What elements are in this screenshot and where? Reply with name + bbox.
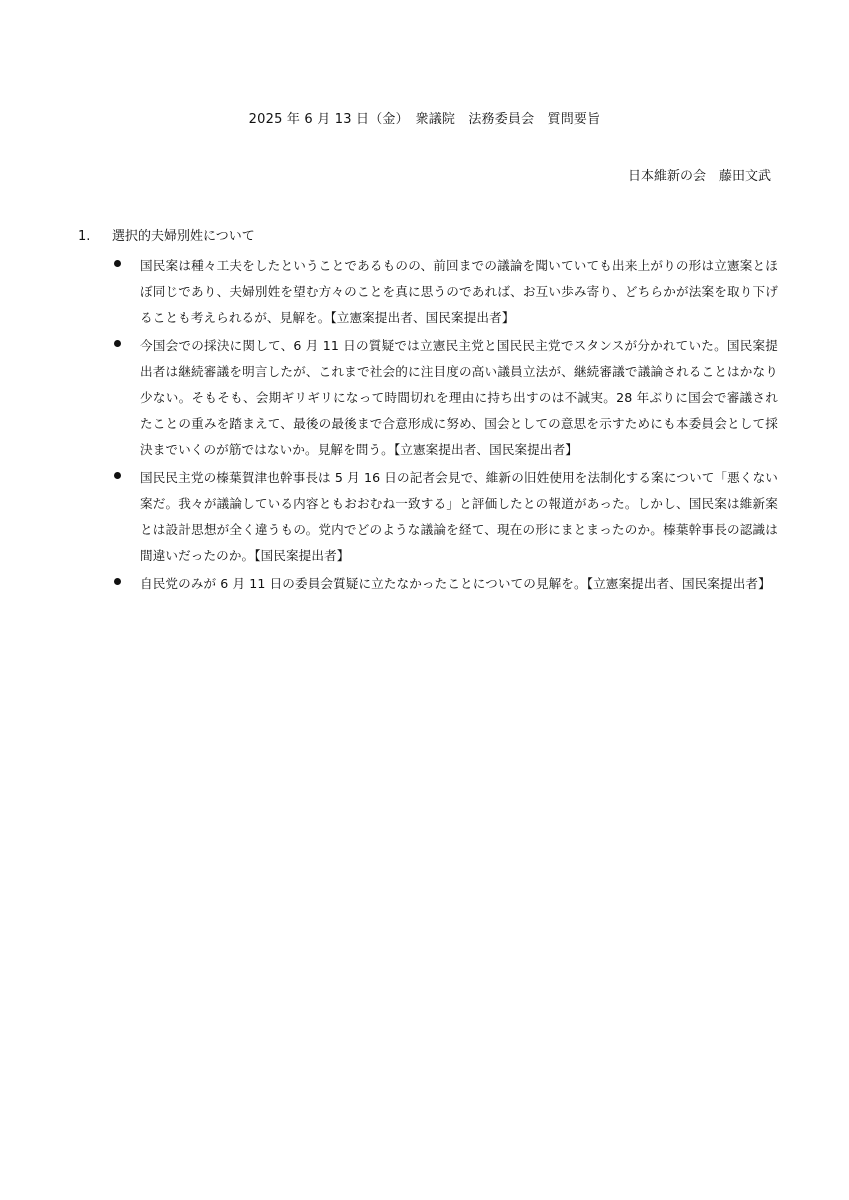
question-text: 今国会での採決に関して、6 月 11 日の質疑では立憲民主党と国民民主党でスタンスが分かれていた。国民案提出者は継続審議を明言したが、これまで社会的に注目度の高い議員立法が、継続審議で議論されることはかなり少ない。そもそも、会期ギリギリになって時間切れを理由に持ち出すのは不誠実。28 年ぶりに国会で審議されたことの重みを踏まえて、最後の最後まで合意形成に努め、国会としての意思を示すためにも本委員会として採決までいくのが筋ではないか。見解を問う。【立憲案提出者、国民案提出者】 [140,338,778,457]
section-number: 1. [78,229,91,244]
list-item [78,333,778,463]
list-item [78,571,778,597]
list-item [78,253,778,331]
bullet-icon [114,260,121,267]
list-item [78,465,778,569]
bullet-icon [114,578,121,585]
section-heading: 選択的夫婦別姓について [112,229,255,244]
question-section [78,225,778,599]
document-author: 日本維新の会 藤田文武 [627,169,771,184]
section-heading-row [78,225,778,247]
question-list [78,253,778,597]
bullet-icon [114,340,121,347]
question-text: 自民党のみが 6 月 11 日の委員会質疑に立たなかったことについての見解を。【立憲案提出者、国民案提出者】 [140,576,771,591]
document-title: 2025 年 6 月 13 日（金） 衆議院 法務委員会 質問要旨 [248,112,601,127]
question-text: 国民民主党の榛葉賀津也幹事長は 5 月 16 日の記者会見で、維新の旧姓使用を法制化する案について「悪くない案だ。我々が議論している内容ともおおむね一致する」と評価したとの報道があった。しかし、国民案は維新案とは設計思想が全く違うもの。党内でどのような議論を経て、現在の形にまとまったのか。榛葉幹事長の認識は間違いだったのか。【国民案提出者】 [140,470,778,563]
question-text: 国民案は種々工夫をしたということであるものの、前回までの議論を聞いていても出来上がりの形は立憲案とほぼ同じであり、夫婦別姓を望む方々のことを真に思うのであれば、お互い歩み寄り、どちらかが法案を取り下げることも考えられるが、見解を。【立憲案提出者、国民案提出者】 [140,258,778,325]
bullet-icon [114,472,121,479]
